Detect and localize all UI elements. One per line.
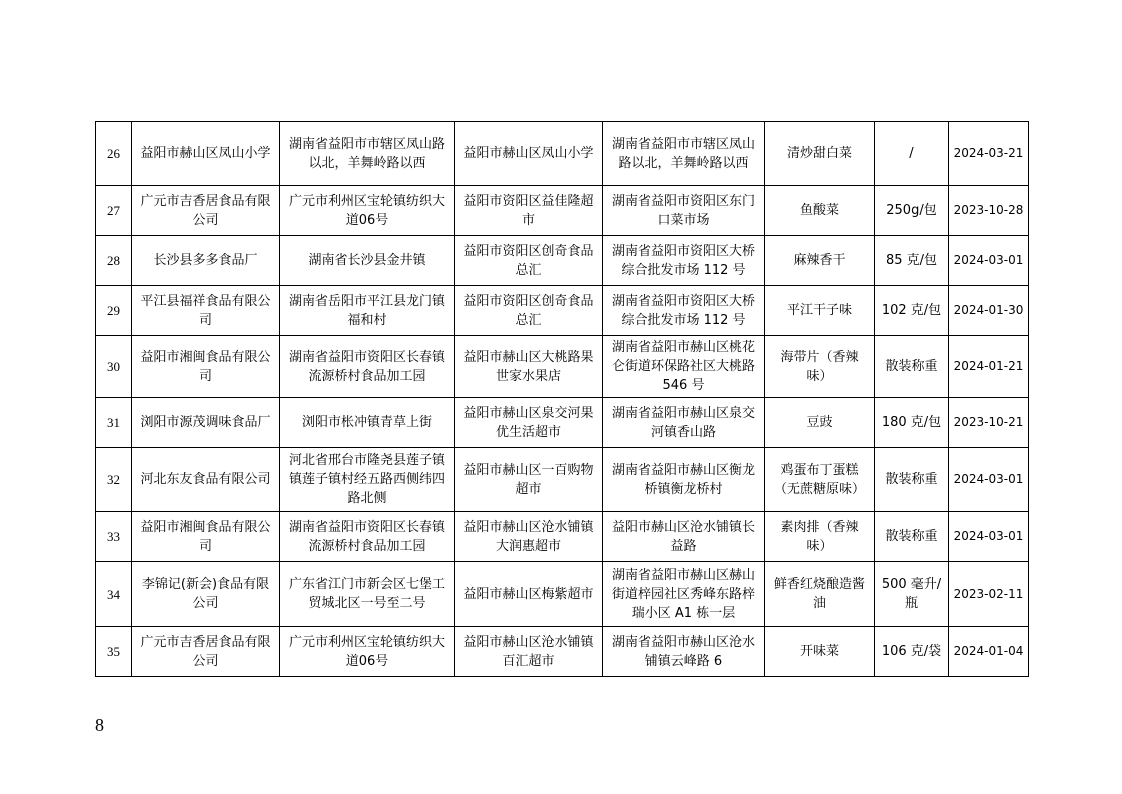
row-number: 33 — [96, 512, 132, 562]
producer-address: 浏阳市枨冲镇青草上街 — [280, 398, 455, 448]
producer-address: 广元市利州区宝轮镇纺织大道06号 — [280, 186, 455, 236]
seller-name: 益阳市赫山区大桃路果世家水果店 — [455, 336, 603, 398]
producer-address: 湖南省益阳市市辖区凤山路以北，羊舞岭路以西 — [280, 122, 455, 186]
row-number: 26 — [96, 122, 132, 186]
seller-name: 益阳市资阳区创奇食品总汇 — [455, 236, 603, 286]
seller-name: 益阳市赫山区一百购物超市 — [455, 448, 603, 512]
seller-address: 湖南省益阳市赫山区桃花仑街道环保路社区大桃路 546 号 — [603, 336, 765, 398]
table-row — [96, 398, 1029, 448]
producer-name: 益阳市湘闽食品有限公司 — [132, 336, 280, 398]
production-date: 2024-01-21 — [949, 336, 1029, 398]
product-name: 豆豉 — [765, 398, 875, 448]
product-spec: 85 克/包 — [875, 236, 949, 286]
product-name: 开味菜 — [765, 627, 875, 677]
table-row — [96, 562, 1029, 627]
product-name: 鲜香红烧酿造酱油 — [765, 562, 875, 627]
production-date: 2024-01-04 — [949, 627, 1029, 677]
production-date: 2024-01-30 — [949, 286, 1029, 336]
producer-address: 湖南省岳阳市平江县龙门镇福和村 — [280, 286, 455, 336]
table-row — [96, 122, 1029, 186]
product-spec: 250g/包 — [875, 186, 949, 236]
producer-address: 河北省邢台市隆尧县莲子镇镇莲子镇村经五路西侧纬四路北侧 — [280, 448, 455, 512]
seller-address: 湖南省益阳市赫山区赫山街道梓园社区秀峰东路梓瑞小区 A1 栋一层 — [603, 562, 765, 627]
row-number: 29 — [96, 286, 132, 336]
product-name: 素肉排（香辣味） — [765, 512, 875, 562]
product-name: 鱼酸菜 — [765, 186, 875, 236]
production-date: 2023-02-11 — [949, 562, 1029, 627]
seller-address: 湖南省益阳市资阳区东门口菜市场 — [603, 186, 765, 236]
seller-name: 益阳市资阳区创奇食品总汇 — [455, 286, 603, 336]
row-number: 30 — [96, 336, 132, 398]
seller-address: 湖南省益阳市赫山区沧水铺镇云峰路 6 — [603, 627, 765, 677]
production-date: 2024-03-01 — [949, 448, 1029, 512]
table-row — [96, 236, 1029, 286]
producer-name: 广元市吉香居食品有限公司 — [132, 627, 280, 677]
seller-address: 湖南省益阳市赫山区衡龙桥镇衡龙桥村 — [603, 448, 765, 512]
row-number: 32 — [96, 448, 132, 512]
table-row — [96, 627, 1029, 677]
table-row — [96, 286, 1029, 336]
row-number: 35 — [96, 627, 132, 677]
producer-address: 湖南省益阳市资阳区长春镇流源桥村食品加工园 — [280, 512, 455, 562]
row-number: 31 — [96, 398, 132, 448]
producer-name: 益阳市湘闽食品有限公司 — [132, 512, 280, 562]
producer-address: 广东省江门市新会区七堡工贸城北区一号至二号 — [280, 562, 455, 627]
seller-name: 益阳市赫山区凤山小学 — [455, 122, 603, 186]
product-spec: 106 克/袋 — [875, 627, 949, 677]
product-spec: 散装称重 — [875, 448, 949, 512]
production-date: 2024-03-21 — [949, 122, 1029, 186]
product-spec: 180 克/包 — [875, 398, 949, 448]
seller-address: 湖南省益阳市资阳区大桥综合批发市场 112 号 — [603, 286, 765, 336]
producer-name: 平江县福祥食品有限公司 — [132, 286, 280, 336]
row-number: 34 — [96, 562, 132, 627]
product-spec: / — [875, 122, 949, 186]
producer-address: 湖南省长沙县金井镇 — [280, 236, 455, 286]
product-spec: 散装称重 — [875, 512, 949, 562]
product-name: 海带片（香辣味） — [765, 336, 875, 398]
product-name: 鸡蛋布丁蛋糕（无蔗糖原味） — [765, 448, 875, 512]
table-row — [96, 512, 1029, 562]
table-row — [96, 448, 1029, 512]
producer-name: 李锦记(新会)食品有限公司 — [132, 562, 280, 627]
page-number: 8 — [95, 715, 104, 735]
seller-name: 益阳市赫山区泉交河果优生活超市 — [455, 398, 603, 448]
row-number: 27 — [96, 186, 132, 236]
seller-address: 湖南省益阳市市辖区凤山路以北，羊舞岭路以西 — [603, 122, 765, 186]
table-body — [96, 122, 1029, 677]
production-date: 2023-10-21 — [949, 398, 1029, 448]
producer-address: 湖南省益阳市资阳区长春镇流源桥村食品加工园 — [280, 336, 455, 398]
table-row — [96, 186, 1029, 236]
seller-address: 益阳市赫山区沧水铺镇长益路 — [603, 512, 765, 562]
production-date: 2024-03-01 — [949, 236, 1029, 286]
product-spec: 散装称重 — [875, 336, 949, 398]
seller-name: 益阳市赫山区沧水铺镇百汇超市 — [455, 627, 603, 677]
producer-name: 广元市吉香居食品有限公司 — [132, 186, 280, 236]
producer-name: 益阳市赫山区凤山小学 — [132, 122, 280, 186]
seller-name: 益阳市赫山区沧水铺镇大润惠超市 — [455, 512, 603, 562]
producer-name: 河北东友食品有限公司 — [132, 448, 280, 512]
product-name: 平江干子味 — [765, 286, 875, 336]
producer-name: 浏阳市源茂调味食品厂 — [132, 398, 280, 448]
product-name: 清炒甜白菜 — [765, 122, 875, 186]
seller-name: 益阳市资阳区益佳隆超市 — [455, 186, 603, 236]
product-spec: 500 毫升/瓶 — [875, 562, 949, 627]
row-number: 28 — [96, 236, 132, 286]
production-date: 2024-03-01 — [949, 512, 1029, 562]
seller-address: 湖南省益阳市赫山区泉交河镇香山路 — [603, 398, 765, 448]
sampling-results-table — [95, 121, 1029, 677]
product-name: 麻辣香干 — [765, 236, 875, 286]
table-row — [96, 336, 1029, 398]
seller-address: 湖南省益阳市资阳区大桥综合批发市场 112 号 — [603, 236, 765, 286]
seller-name: 益阳市赫山区梅紫超市 — [455, 562, 603, 627]
producer-name: 长沙县多多食品厂 — [132, 236, 280, 286]
production-date: 2023-10-28 — [949, 186, 1029, 236]
producer-address: 广元市利州区宝轮镇纺织大道06号 — [280, 627, 455, 677]
product-spec: 102 克/包 — [875, 286, 949, 336]
